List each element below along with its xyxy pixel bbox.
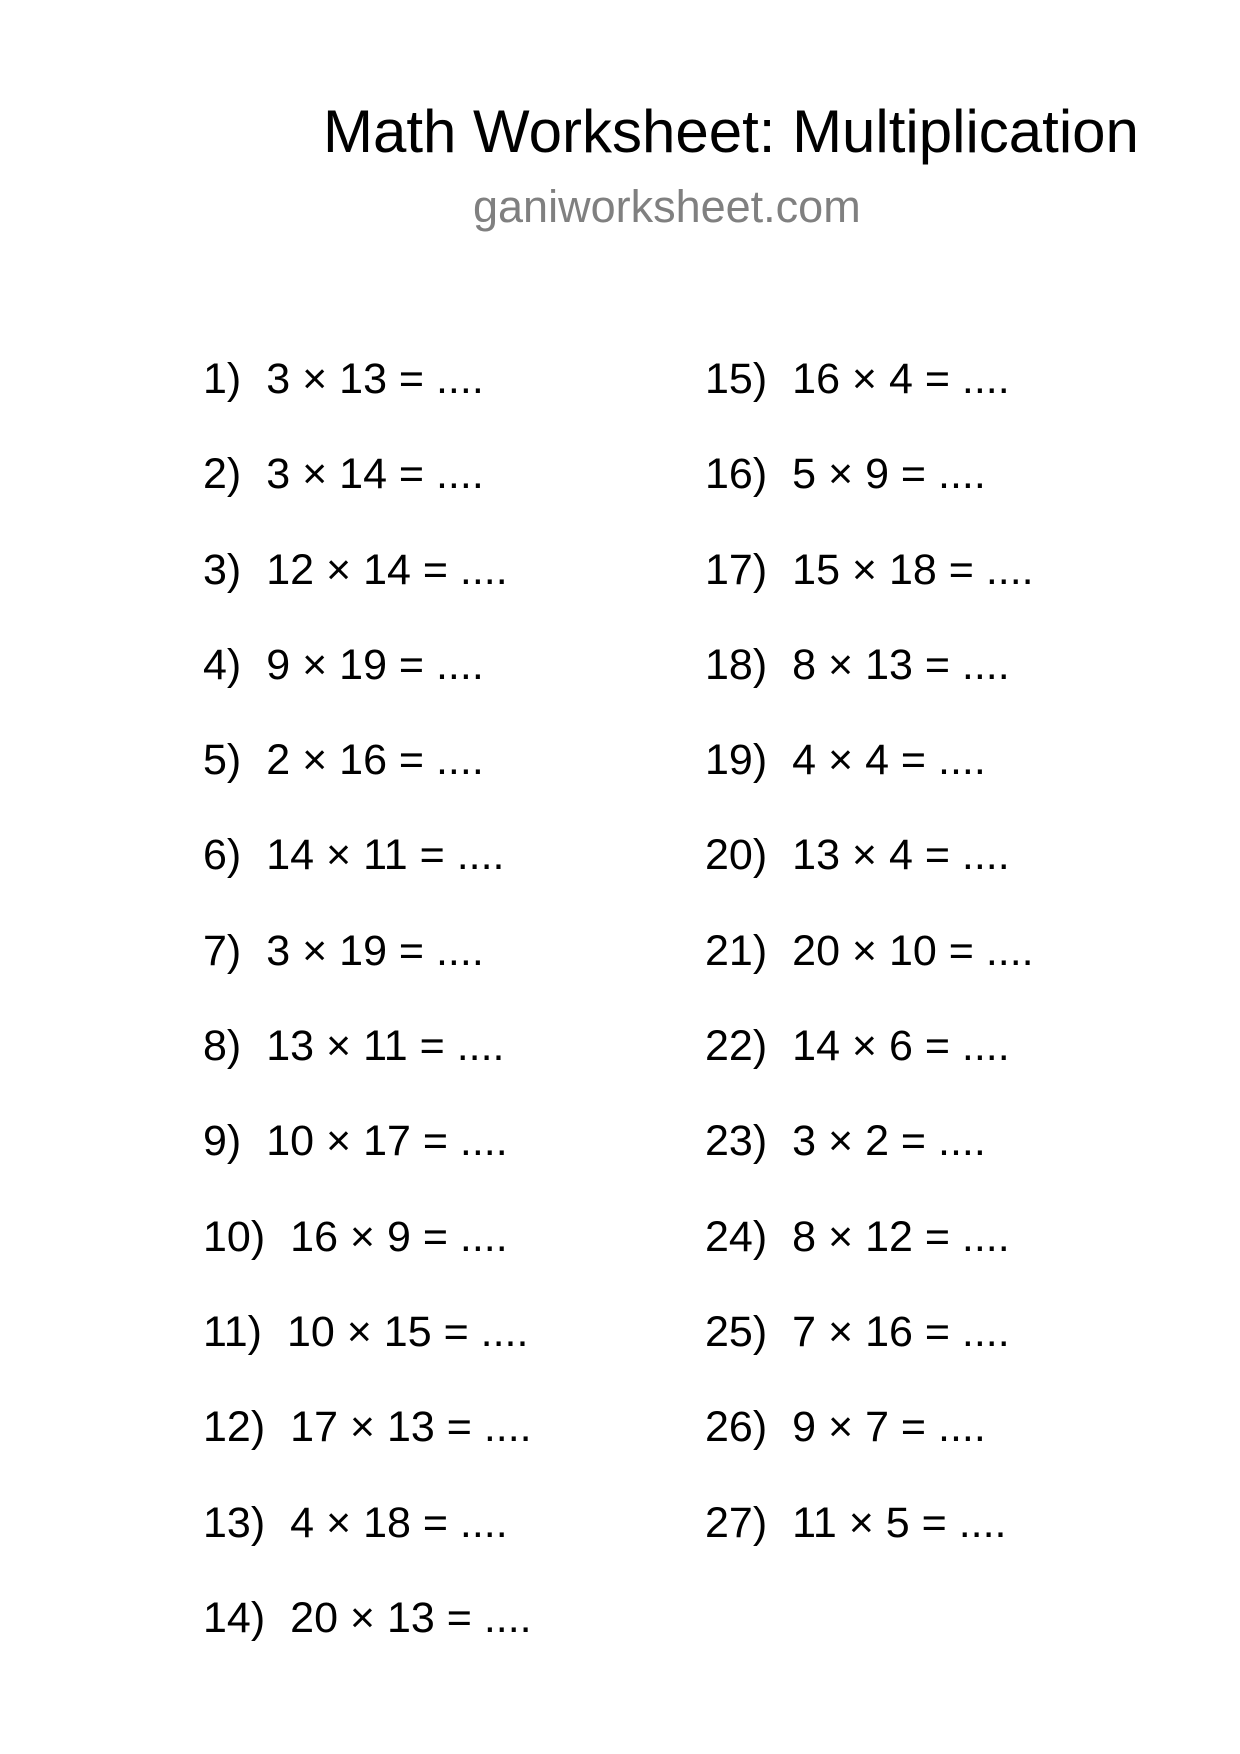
worksheet-title: Math Worksheet: Multiplication <box>323 98 1139 165</box>
problem-expression: 4 × 18 = .... <box>290 1498 508 1547</box>
problem-number: 7) <box>203 926 242 975</box>
problem-item <box>705 736 1034 834</box>
problem-number: 21) <box>705 926 768 975</box>
problem-item <box>203 1498 532 1597</box>
problem-expression: 3 × 2 = .... <box>792 1117 986 1166</box>
problem-item <box>203 545 532 644</box>
problem-item <box>203 1307 532 1406</box>
problem-expression: 14 × 11 = .... <box>266 831 505 880</box>
problem-item <box>203 926 532 1025</box>
problem-number: 3) <box>203 545 242 594</box>
problem-item <box>705 926 1034 1025</box>
problem-number: 16) <box>705 450 768 499</box>
problem-number: 22) <box>705 1022 768 1071</box>
problem-number: 18) <box>705 640 768 689</box>
problem-item <box>203 1022 532 1120</box>
problem-expression: 20 × 13 = .... <box>290 1593 532 1642</box>
problem-item <box>203 1212 532 1311</box>
problem-expression: 5 × 9 = .... <box>792 450 986 499</box>
problem-item <box>203 831 532 929</box>
problem-number: 9) <box>203 1117 242 1166</box>
problem-item <box>705 640 1034 739</box>
problem-number: 24) <box>705 1212 768 1261</box>
problem-item <box>705 355 1034 453</box>
problem-expression: 16 × 4 = .... <box>792 355 1010 403</box>
problem-number: 19) <box>705 736 768 785</box>
problem-expression: 3 × 14 = .... <box>266 450 484 499</box>
problem-expression: 15 × 18 = .... <box>792 545 1034 594</box>
problem-number: 1) <box>203 355 242 403</box>
problem-expression: 11 × 5 = .... <box>792 1498 1007 1547</box>
problem-expression: 12 × 14 = .... <box>266 545 508 594</box>
problem-number: 20) <box>705 831 768 880</box>
problem-item <box>203 1117 532 1215</box>
problem-number: 15) <box>705 355 768 403</box>
worksheet-source: ganiworksheet.com <box>473 181 861 232</box>
problem-item <box>705 1403 1034 1501</box>
problem-item <box>705 831 1034 929</box>
problem-number: 23) <box>705 1117 768 1166</box>
problem-number: 5) <box>203 736 242 785</box>
problem-expression: 7 × 16 = .... <box>792 1307 1010 1356</box>
problem-expression: 16 × 9 = .... <box>290 1212 508 1261</box>
problem-number: 6) <box>203 831 242 880</box>
problem-number: 12) <box>203 1403 266 1452</box>
problem-item <box>203 1403 532 1501</box>
problem-expression: 3 × 13 = .... <box>266 355 484 403</box>
problem-item <box>705 1117 1034 1215</box>
problem-expression: 8 × 13 = .... <box>792 640 1010 689</box>
problem-expression: 17 × 13 = .... <box>290 1403 532 1452</box>
problem-number: 17) <box>705 545 768 594</box>
problem-number: 25) <box>705 1307 768 1356</box>
problem-item <box>203 450 532 548</box>
problem-item <box>705 545 1034 644</box>
problem-number: 13) <box>203 1498 266 1547</box>
problem-expression: 8 × 12 = .... <box>792 1212 1010 1261</box>
problem-number: 27) <box>705 1498 768 1547</box>
problem-item <box>705 1498 1034 1597</box>
problem-expression: 13 × 11 = .... <box>266 1022 505 1071</box>
problem-item <box>203 736 532 834</box>
problem-item <box>203 1593 532 1692</box>
problem-item <box>705 1022 1034 1120</box>
problem-item <box>705 450 1034 548</box>
problem-expression: 20 × 10 = .... <box>792 926 1034 975</box>
problem-expression: 10 × 17 = .... <box>266 1117 508 1166</box>
problems-column-right <box>705 355 1034 1597</box>
problem-expression: 4 × 4 = .... <box>792 736 986 785</box>
problem-number: 14) <box>203 1593 266 1642</box>
problem-expression: 13 × 4 = .... <box>792 831 1010 880</box>
problem-expression: 3 × 19 = .... <box>266 926 484 975</box>
problem-number: 10) <box>203 1212 266 1261</box>
problem-item <box>203 355 532 453</box>
problem-number: 8) <box>203 1022 242 1071</box>
problem-expression: 9 × 19 = .... <box>266 640 484 689</box>
problem-expression: 14 × 6 = .... <box>792 1022 1010 1071</box>
problem-expression: 10 × 15 = .... <box>286 1307 529 1356</box>
problem-number: 2) <box>203 450 242 499</box>
problem-number: 4) <box>203 640 242 689</box>
problem-item <box>203 640 532 739</box>
problems-column-left <box>203 355 532 1692</box>
problem-expression: 2 × 16 = .... <box>266 736 484 785</box>
problem-number: 11) <box>203 1307 262 1356</box>
problem-expression: 9 × 7 = .... <box>792 1403 986 1452</box>
problem-item <box>705 1212 1034 1311</box>
problem-number: 26) <box>705 1403 768 1452</box>
problem-item <box>705 1307 1034 1406</box>
